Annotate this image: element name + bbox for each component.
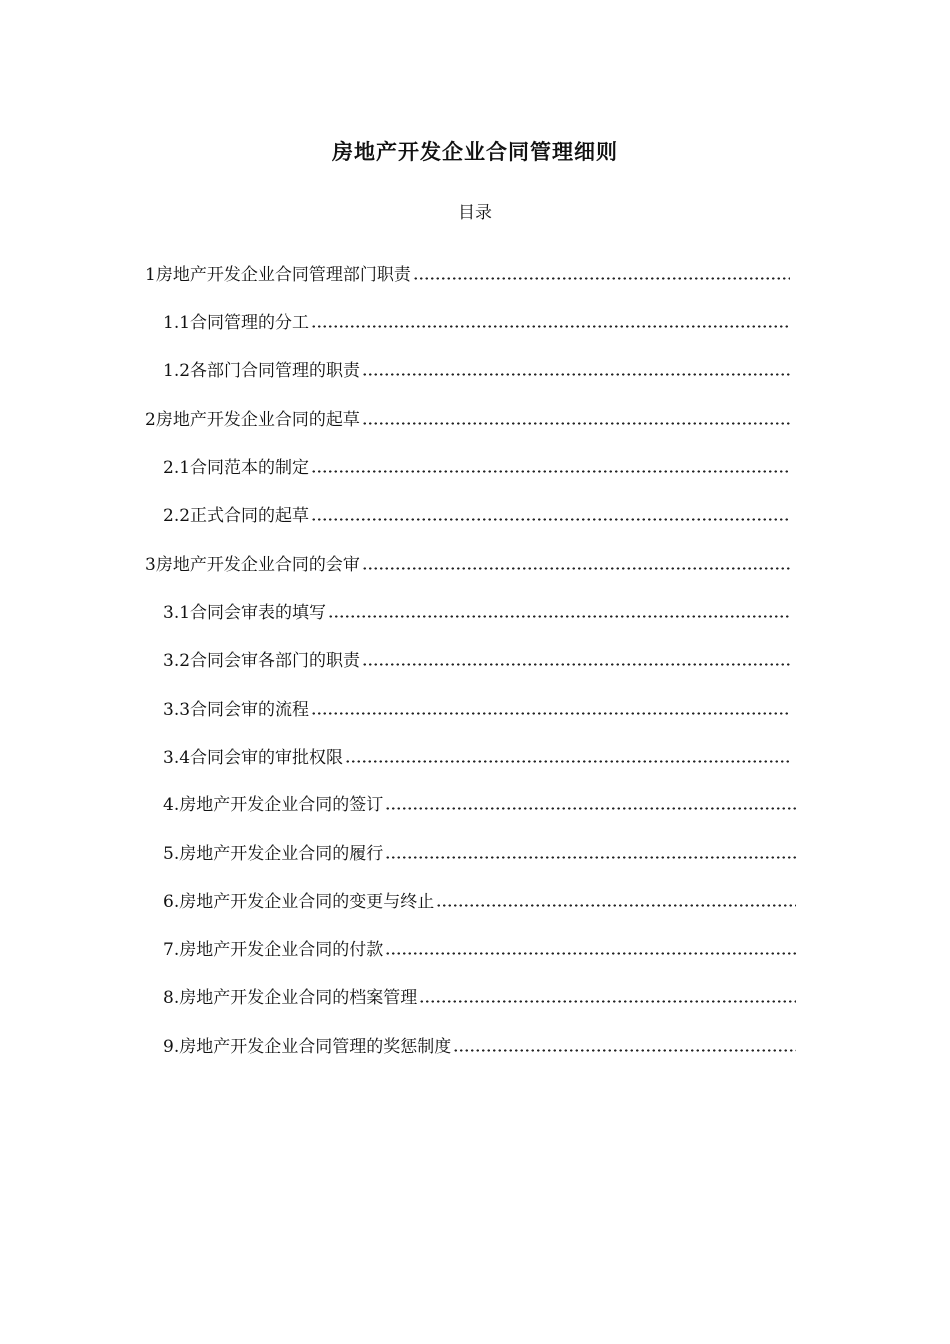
dot-leader xyxy=(413,260,790,290)
dot-leader xyxy=(345,743,790,773)
dot-leader xyxy=(419,983,796,1013)
toc-heading: 目录 xyxy=(458,203,492,223)
dot-leader xyxy=(311,501,790,531)
toc-entry-1-1[interactable] xyxy=(163,308,790,338)
toc-entry-2[interactable] xyxy=(145,405,790,435)
toc-entry-label: 2.1合同范本的制定 xyxy=(163,458,310,478)
toc-entry-label: 2.2正式合同的起草 xyxy=(163,506,310,526)
dot-leader xyxy=(385,839,796,869)
toc-entry-7[interactable] xyxy=(163,935,796,965)
dot-leader xyxy=(311,695,790,725)
toc-entry-label: 3.4合同会审的审批权限 xyxy=(163,748,344,768)
toc-entry-9[interactable] xyxy=(163,1032,796,1062)
toc-entry-8[interactable] xyxy=(163,983,796,1013)
toc-entry-label: 8.房地产开发企业合同的档案管理 xyxy=(163,988,418,1008)
dot-leader xyxy=(385,790,796,820)
dot-leader xyxy=(328,598,790,628)
toc-entry-label: 1房地产开发企业合同管理部门职责 xyxy=(145,265,411,285)
dot-leader xyxy=(362,550,790,580)
toc-entry-1[interactable] xyxy=(145,260,790,290)
dot-leader xyxy=(385,935,796,965)
toc-entry-label: 3.2合同会审各部门的职责 xyxy=(163,651,361,671)
toc-entry-3[interactable] xyxy=(145,550,790,580)
dot-leader xyxy=(362,405,790,435)
toc-entry-label: 1.1合同管理的分工 xyxy=(163,313,310,333)
toc-entry-3-2[interactable] xyxy=(163,646,790,676)
dot-leader xyxy=(453,1032,796,1062)
dot-leader xyxy=(436,887,796,917)
toc-entry-4[interactable] xyxy=(163,790,796,820)
toc-entry-label: 3房地产开发企业合同的会审 xyxy=(145,555,360,575)
toc-entry-2-1[interactable] xyxy=(163,453,790,483)
dot-leader xyxy=(362,356,790,386)
toc-entry-label: 3.1合同会审表的填写 xyxy=(163,603,327,623)
toc-entry-label: 4.房地产开发企业合同的签订 xyxy=(163,795,384,815)
toc-entry-3-4[interactable] xyxy=(163,743,790,773)
toc-entry-label: 5.房地产开发企业合同的履行 xyxy=(163,844,384,864)
dot-leader xyxy=(311,453,790,483)
toc-entry-3-3[interactable] xyxy=(163,695,790,725)
toc-entry-label: 7.房地产开发企业合同的付款 xyxy=(163,940,384,960)
toc-entry-3-1[interactable] xyxy=(163,598,790,628)
toc-entry-label: 9.房地产开发企业合同管理的奖惩制度 xyxy=(163,1037,452,1057)
toc-entry-5[interactable] xyxy=(163,839,796,869)
dot-leader xyxy=(362,646,790,676)
toc-entry-label: 3.3合同会审的流程 xyxy=(163,700,310,720)
toc-entry-6[interactable] xyxy=(163,887,796,917)
toc-entry-2-2[interactable] xyxy=(163,501,790,531)
toc-entry-label: 2房地产开发企业合同的起草 xyxy=(145,410,360,430)
document-title: 房地产开发企业合同管理细则 xyxy=(332,139,618,164)
toc-entry-label: 6.房地产开发企业合同的变更与终止 xyxy=(163,892,435,912)
dot-leader xyxy=(311,308,790,338)
toc-entry-1-2[interactable] xyxy=(163,356,790,386)
toc-entry-label: 1.2各部门合同管理的职责 xyxy=(163,361,361,381)
